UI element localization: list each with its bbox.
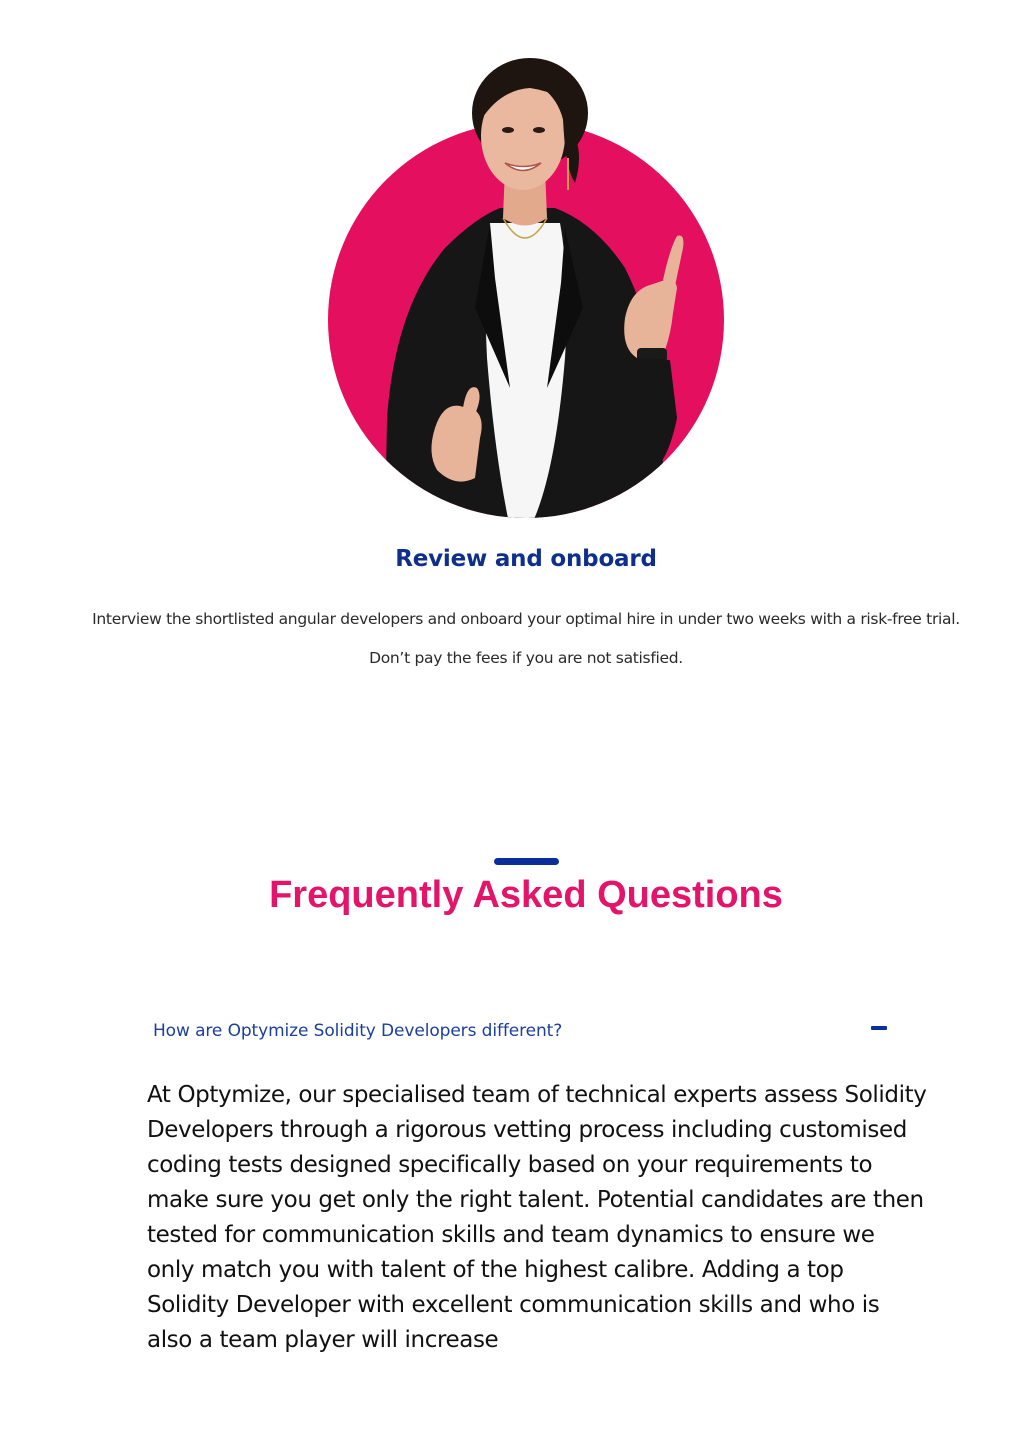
step-description: Interview the shortlisted angular developers and onboard your optimal hire in under two weeks with a risk-free trial. Don’t pay the fees if you are not satisfied. xyxy=(92,610,960,667)
minus-icon[interactable] xyxy=(870,1020,888,1038)
faq-question[interactable]: How are Optymize Solidity Developers different? xyxy=(153,1021,563,1041)
section-divider xyxy=(494,858,559,865)
minus-bar xyxy=(871,1026,887,1030)
faq-item-header[interactable] xyxy=(140,1012,900,1056)
review-onboard-illustration xyxy=(325,58,727,520)
faq-answer: At Optymize, our specialised team of technical experts assess Solidity Developers through a rigorous vetting process including customised coding tests designed specifically based on your requirements to make sure you get only the right talent. Potential candidates are then tested for communication skills and team dynamics to ensure we only match you with talent of the highest calibre. Adding a top Solidity Developer with excellent communication skills and who is also a team player will increase xyxy=(147,1082,927,1353)
woman-portrait-image xyxy=(325,58,727,520)
faq-heading: Frequently Asked Questions xyxy=(269,874,783,916)
step-title: Review and onboard xyxy=(395,546,657,572)
